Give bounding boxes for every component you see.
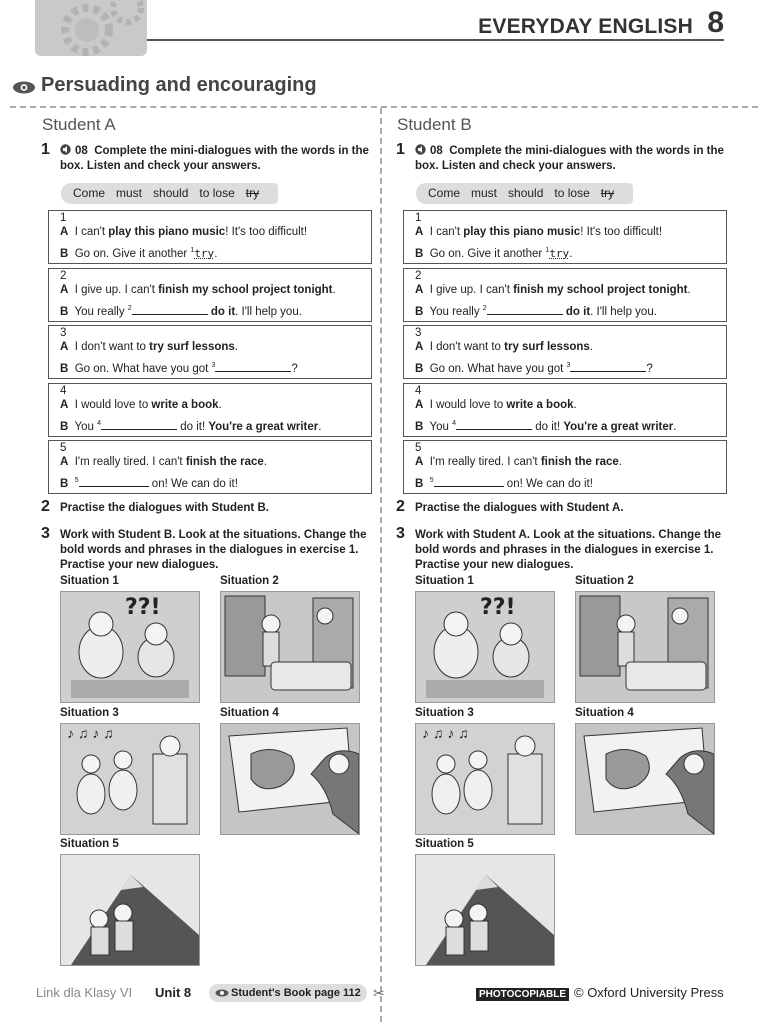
situation-label: Situation 5 [60,838,119,850]
exercise-1-instructions [60,144,375,174]
line-text: ! It's too difficult! [580,226,663,238]
bold-phrase: try surf lessons [149,341,235,353]
line-text: do it! You're a great writer. [177,420,322,433]
track-number: 08 [75,145,88,157]
word-box-item: should [153,186,189,200]
exercise-2-text: Practise the dialogues with Student B. [60,502,269,514]
situation-label: Situation 4 [575,707,634,719]
word-box-item: try [600,186,615,200]
dialogue-box [403,440,727,494]
bold-phrase: play this piano music [108,226,226,238]
photocopiable-badge: PHOTOCOPIABLE [476,988,569,1001]
student-label: Student B [397,115,472,134]
line-text: You [74,420,98,433]
dialogue-number: 4 [60,384,67,397]
bold-phrase: finish the race [540,456,619,468]
situation-label: Situation 3 [60,707,119,719]
header-gear-decoration [35,0,147,56]
line-text: ? [646,363,653,375]
eye-icon [215,989,229,997]
line-text: I can't [74,226,109,238]
gap-answer: try [194,247,215,260]
dialogue-box [403,325,727,379]
gap-blank[interactable] [132,305,208,315]
speaker-a-line: A I give up. I can't finish my school project tonight. [60,283,336,296]
line-text: I don't want to [429,341,505,353]
word-box [416,183,633,204]
bold-phrase: play this piano music [463,226,581,238]
gap-number: 1 [190,247,195,255]
gap-blank[interactable] [79,477,149,487]
dialogue-box [48,383,372,437]
dialogue-number: 5 [60,442,67,454]
line-text: . [263,456,267,468]
speaker-b-line: B Go on. What have you got $^3$ ? [60,362,298,375]
exercise-1-text: Complete the mini-dialogues with the words in the box. Listen and check your answers. [415,145,724,172]
line-text: . [573,398,577,411]
gap-number: 3 [566,362,571,370]
exercise-2-text: Practise the dialogues with Student A. [415,502,624,514]
speaker-a-line: A I would love to write a book. [60,398,222,411]
situation-illustration [60,591,200,703]
situation-1-speech: ??! [480,595,516,620]
gap-blank[interactable] [101,420,177,430]
track-number: 08 [430,145,443,157]
speaker-b-line: B Go on. Give it another $^1$try. [60,247,218,260]
line-text: . I'll help you. [235,305,302,318]
speaker-a-line: A I don't want to try surf lessons. [415,341,593,353]
word-box-item: try [245,186,260,200]
line-text: I'm really tired. I can't [429,456,541,468]
situation-1-speech: ??! [125,595,161,620]
bold-phrase: write a book [151,398,219,411]
word-box-item: Come [428,186,461,200]
gap-answer: try [549,247,570,260]
exercise-1-instructions [415,144,730,174]
line-text: I don't want to [74,341,150,353]
situation-illustration [220,723,360,835]
line-text: . [618,456,622,468]
line-text: Go on. Give it another [429,248,546,260]
speaker-a-line: A I'm really tired. I can't finish the race. [415,456,622,468]
gap-number: 2 [482,304,487,312]
speaker-b-line: B You $^4$ do it! You're a great writer. [415,419,677,433]
line-text: . [332,283,336,296]
situation-illustration [575,723,715,835]
line-text: . [569,248,573,260]
gap-number: 4 [97,419,102,427]
gap-number: 5 [429,477,434,485]
situation-illustration [575,591,715,703]
line-text: on! We can do it! [503,478,593,490]
word-box-item: must [471,186,498,200]
dialogue-box [48,268,372,322]
situation-illustration [60,854,200,966]
gap-blank[interactable] [570,362,646,372]
speaker-a-line: A I would love to write a book. [415,398,577,411]
bold-phrase: write a book [506,398,574,411]
word-box-item: must [116,186,143,200]
gap-number: 5 [74,477,79,485]
gap-number: 1 [545,247,550,255]
line-text: I'm really tired. I can't [74,456,186,468]
exercise-2-number: 2 [396,498,405,515]
situation-illustration [415,854,555,966]
situation-illustration [415,591,555,703]
speaker-b-line: B $^5$ on! We can do it! [415,477,593,490]
line-text: on! We can do it! [148,478,238,490]
exercise-3-number: 3 [41,525,50,542]
dialogue-box [403,268,727,322]
line-text: You really [74,305,128,318]
svg-text:♪ ♫ ♪ ♫: ♪ ♫ ♪ ♫ [422,725,469,741]
line-text: . [589,341,593,353]
dialogue-number: 4 [415,384,422,397]
line-text: I would love to [74,398,152,411]
exercise-1-number: 1 [396,141,405,158]
student-b-column [396,108,726,988]
gap-number: 2 [127,304,132,312]
situation-illustration [220,591,360,703]
line-text: . [687,283,691,296]
exercise-1-number: 1 [41,141,50,158]
section-title: Persuading and encouraging [41,74,317,96]
situation-illustration [415,723,555,835]
line-text: do it! You're a great writer. [532,420,677,433]
students-book-ref [209,984,367,1002]
word-box-item: Come [73,186,106,200]
speaker-b-line: B You really $^2$ do it. I'll help you. [415,304,657,318]
header-rule [147,39,724,41]
dialogue-box [48,210,372,264]
student-a-column [41,108,371,988]
line-text: I give up. I can't [429,283,514,296]
situation-label: Situation 1 [60,575,119,587]
gap-number: 3 [211,362,216,370]
svg-text:♪ ♫ ♪ ♫: ♪ ♫ ♪ ♫ [67,725,114,741]
word-box [61,183,278,204]
line-text: . [214,248,218,260]
publisher: © Oxford University Press [574,985,724,1000]
dialogue-number: 3 [415,327,422,339]
bold-phrase: do it [562,305,591,318]
book-ref-label: Student's Book page 112 [231,987,361,999]
audio-icon[interactable] [60,144,73,155]
line-text: Go on. What have you got [74,363,212,375]
gap-blank[interactable] [434,477,504,487]
dialogue-number: 1 [60,212,67,224]
situation-label: Situation 4 [220,707,279,719]
header-title: EVERYDAY ENGLISH [478,15,693,38]
situation-label: Situation 5 [415,838,474,850]
situation-label: Situation 2 [220,575,279,587]
line-text: Go on. Give it another [74,248,191,260]
gap-blank[interactable] [456,420,532,430]
unit-number: 8 [707,6,724,39]
scissors-icon: ✂ [373,985,385,1001]
exercise-2-number: 2 [41,498,50,515]
line-text: You really [429,305,483,318]
line-text: You [429,420,453,433]
line-text: . I'll help you. [590,305,657,318]
dialogue-box [403,210,727,264]
dialogue-number: 2 [60,269,67,282]
word-box-item: to lose [554,186,590,200]
speaker-a-line: A I'm really tired. I can't finish the race. [60,456,267,468]
footer-unit: Unit 8 [155,985,192,1000]
student-label: Student A [42,115,116,134]
gap-blank[interactable] [487,305,563,315]
line-text: I give up. I can't [74,283,159,296]
line-text: I can't [429,226,464,238]
bold-phrase: do it [207,305,236,318]
exercise-1-text: Complete the mini-dialogues with the words in the box. Listen and check your answers. [60,145,369,172]
situation-label: Situation 2 [575,575,634,587]
line-text: . [234,341,238,353]
speaker-b-line: B You $^4$ do it! You're a great writer. [60,419,322,433]
dialogue-box [48,325,372,379]
eye-icon [12,81,36,94]
dialogue-box [403,383,727,437]
exercise-3-text: Work with Student B. Look at the situations. Change the bold words and phrases in the dialogues in exercise 1. Practise your new dialogues. [60,529,367,571]
speaker-b-line: B Go on. What have you got $^3$ ? [415,362,653,375]
line-text: Go on. What have you got [429,363,567,375]
speaker-a-line: A I give up. I can't finish my school project tonight. [415,283,691,296]
speaker-a-line: A I can't play this piano music! It's too difficult! [60,226,308,238]
dialogue-number: 3 [60,327,67,339]
cut-line [380,108,382,1022]
speaker-a-line: A I can't play this piano music! It's too difficult! [415,226,663,238]
situation-label: Situation 1 [415,575,474,587]
line-text: ? [291,363,298,375]
dialogue-box [48,440,372,494]
bold-phrase: finish the race [185,456,264,468]
speaker-b-line: B You really $^2$ do it. I'll help you. [60,304,302,318]
line-text: I would love to [429,398,507,411]
speaker-b-line: B Go on. Give it another $^1$try. [415,247,573,260]
speaker-b-line: B $^5$ on! We can do it! [60,477,238,490]
footer-series: Link dla Klasy VI [36,985,133,1000]
bold-phrase: finish my school project tonight [513,283,688,296]
word-box-item: should [508,186,544,200]
exercise-3-text: Work with Student A. Look at the situations. Change the bold words and phrases in the dialogues in exercise 1. Practise your new dialogues. [415,529,722,571]
exercise-3-number: 3 [396,525,405,542]
situation-label: Situation 3 [415,707,474,719]
gap-blank[interactable] [215,362,291,372]
speaker-a-line: A I don't want to try surf lessons. [60,341,238,353]
dialogue-number: 2 [415,269,422,282]
dialogue-number: 1 [415,212,422,224]
gap-number: 4 [452,419,457,427]
line-text: ! It's too difficult! [225,226,308,238]
audio-icon[interactable] [415,144,428,155]
bold-phrase: finish my school project tonight [158,283,333,296]
situation-illustration [60,723,200,835]
dialogue-number: 5 [415,442,422,454]
bold-phrase: try surf lessons [504,341,590,353]
line-text: . [218,398,222,411]
word-box-item: to lose [199,186,235,200]
